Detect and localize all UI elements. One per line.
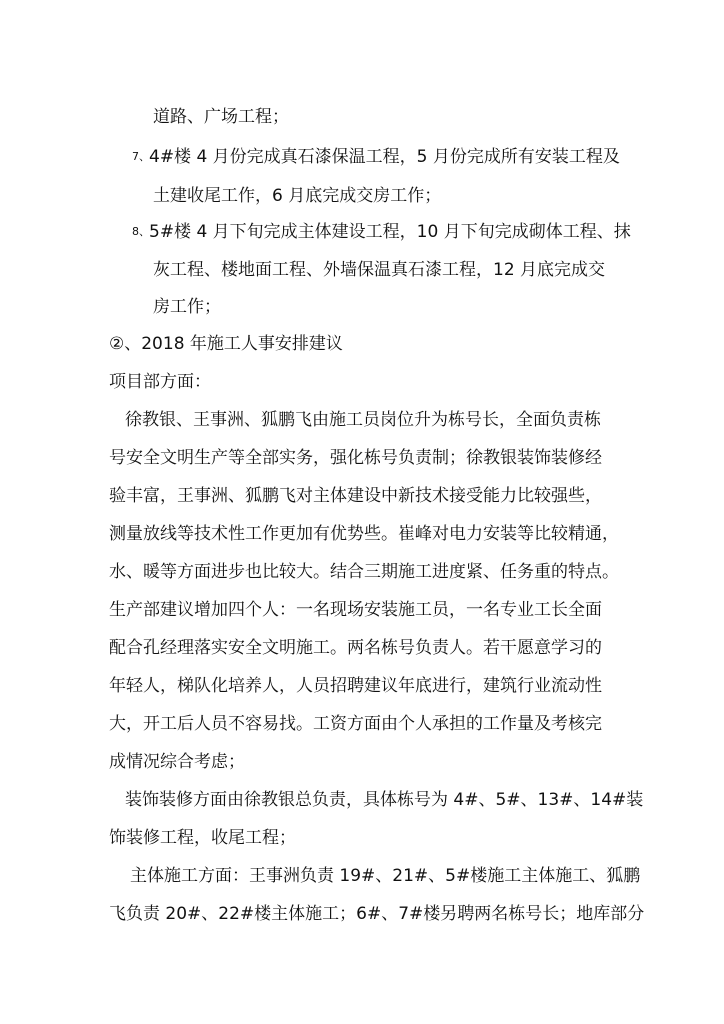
text-line: 灰工程、楼地面工程、外墙保温真石漆工程，12 月底完成交	[153, 260, 606, 280]
text-line: 道路、广场工程；	[153, 107, 289, 127]
text-line: 4#楼 4 月份完成真石漆保温工程，5 月份完成所有安装工程及	[149, 147, 620, 167]
text-line: 生产部建议增加四个人：一名现场安装施工员，一名专业工长全面	[109, 600, 602, 620]
text-line: 年轻人，梯队化培养人，人员招聘建议年底进行，建筑行业流动性	[109, 676, 602, 696]
text-line: 大，开工后人员不容易找。工资方面由个人承担的工作量及考核完	[109, 714, 602, 734]
section-heading: ②、2018 年施工人事安排建议	[109, 334, 343, 354]
text-line: 配合孔经理落实安全文明施工。两名栋号负责人。若干愿意学习的	[109, 638, 602, 658]
text-line: 测量放线等技术性工作更加有优势些。崔峰对电力安装等比较精通，	[109, 524, 619, 544]
text-line: 徐教银、王事洲、狐鹏飞由施工员岗位升为栋号长，全面负责栋	[125, 410, 601, 430]
text-line: 主体施工方面：王事洲负责 19#、21#、5#楼施工主体施工、狐鹏	[130, 866, 641, 886]
subsection-heading: 项目部方面：	[109, 372, 211, 392]
text-line: 号安全文明生产等全部实务，强化栋号负责制；徐教银装饰装修经	[109, 448, 602, 468]
text-line: 成情况综合考虑；	[109, 752, 245, 772]
list-number: 7、	[132, 150, 150, 163]
text-line: 饰装修工程，收尾工程；	[109, 828, 296, 848]
text-line: 水、暖等方面进步也比较大。结合三期施工进度紧、任务重的特点。	[109, 562, 619, 582]
list-number: 8、	[132, 225, 150, 238]
text-line: 飞负责 20#、22#楼主体施工；6#、7#楼另聘两名栋号长；地库部分	[109, 904, 645, 924]
text-line: 装饰装修方面由徐教银总负责，具体栋号为 4#、5#、13#、14#装	[125, 790, 644, 810]
text-line: 土建收尾工作，6 月底完成交房工作；	[153, 186, 442, 206]
text-line: 验丰富，王事洲、狐鹏飞对主体建设中新技术接受能力比较强些，	[109, 486, 602, 506]
text-line: 房工作；	[153, 297, 221, 317]
text-line: 5#楼 4 月下旬完成主体建设工程，10 月下旬完成砌体工程、抹	[149, 222, 631, 242]
